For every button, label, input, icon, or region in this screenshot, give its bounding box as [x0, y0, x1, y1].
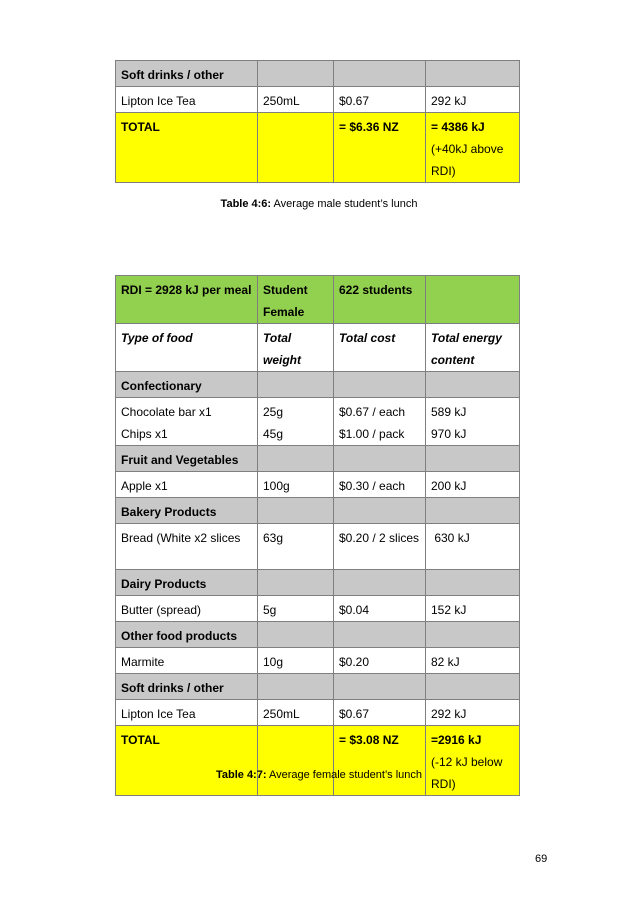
- header-row: [116, 276, 520, 324]
- total-label: TOTAL: [116, 113, 258, 183]
- subheader-row: [116, 324, 520, 372]
- food-cost: $0.20 / 2 slices: [334, 524, 426, 570]
- col-type: Type of food: [116, 324, 258, 372]
- food-weight: 25g 45g: [258, 398, 334, 446]
- food-cost: $0.67: [334, 700, 426, 726]
- food-energy: 152 kJ: [426, 596, 520, 622]
- food-name: Lipton Ice Tea: [116, 700, 258, 726]
- total-energy-cell: [426, 726, 520, 796]
- food-cost: $0.67 / each $1.00 / pack: [334, 398, 426, 446]
- table-row: [116, 87, 520, 113]
- food-cost: $0.30 / each: [334, 472, 426, 498]
- table-row: [116, 61, 520, 87]
- total-cost: = $3.08 NZ: [334, 726, 426, 796]
- total-energy-cell: [426, 113, 520, 183]
- caption-text: Average female student’s lunch: [266, 769, 423, 781]
- food-weight: 10g: [258, 648, 334, 674]
- section-row: [116, 372, 520, 398]
- col-cost: Total cost: [334, 324, 426, 372]
- section-title: Soft drinks / other: [116, 61, 258, 87]
- food-weight: 100g: [258, 472, 334, 498]
- food-energy: 82 kJ: [426, 648, 520, 674]
- section-title: Soft drinks / other: [116, 674, 258, 700]
- food-name: Butter (spread): [116, 596, 258, 622]
- total-energy: =2916 kJ: [431, 733, 482, 747]
- table-caption: [0, 769, 638, 781]
- food-name: Bread (White x2 slices: [116, 524, 258, 570]
- section-row: [116, 498, 520, 524]
- section-row: [116, 674, 520, 700]
- total-energy: = 4386 kJ: [431, 120, 485, 134]
- total-energy-note: (-12 kJ below RDI): [431, 755, 503, 791]
- total-row: [116, 113, 520, 183]
- rdi-header: RDI = 2928 kJ per meal: [116, 276, 258, 324]
- food-name: Lipton Ice Tea: [116, 87, 258, 113]
- female-lunch-table: [115, 275, 520, 796]
- food-energy: 292 kJ: [426, 87, 520, 113]
- col-weight: Total weight: [258, 324, 334, 372]
- total-row: [116, 726, 520, 796]
- section-title: Bakery Products: [116, 498, 258, 524]
- caption-label: Table 4:6:: [220, 198, 272, 210]
- total-energy-note: (+40kJ above RDI): [431, 142, 504, 178]
- caption-label: Table 4:7:: [215, 769, 267, 781]
- section-row: [116, 446, 520, 472]
- table-row: [116, 596, 520, 622]
- table-row: [116, 398, 520, 446]
- total-cost: = $6.36 NZ: [334, 113, 426, 183]
- caption-text: Average male student’s lunch: [271, 198, 418, 210]
- table-row: [116, 472, 520, 498]
- section-row: [116, 622, 520, 648]
- male-lunch-table: [115, 60, 520, 183]
- food-name: Apple x1: [116, 472, 258, 498]
- student-header: Student Female: [258, 276, 334, 324]
- section-row: [116, 570, 520, 596]
- food-weight: 5g: [258, 596, 334, 622]
- food-weight: 63g: [258, 524, 334, 570]
- food-energy: 589 kJ 970 kJ: [426, 398, 520, 446]
- table-row: [116, 648, 520, 674]
- food-name: Marmite: [116, 648, 258, 674]
- food-energy: 630 kJ: [426, 524, 520, 570]
- food-cost: $0.04: [334, 596, 426, 622]
- food-energy: 200 kJ: [426, 472, 520, 498]
- table-row: [116, 700, 520, 726]
- section-title: Fruit and Vegetables: [116, 446, 258, 472]
- food-weight: 250mL: [258, 700, 334, 726]
- page-number: 69: [535, 853, 548, 865]
- table-row: [116, 524, 520, 570]
- table-caption: [0, 198, 638, 210]
- food-energy: 292 kJ: [426, 700, 520, 726]
- section-title: Dairy Products: [116, 570, 258, 596]
- students-count-header: 622 students: [334, 276, 426, 324]
- food-name: Chocolate bar x1 Chips x1: [116, 398, 258, 446]
- section-title: Confectionary: [116, 372, 258, 398]
- col-energy: Total energy content: [426, 324, 520, 372]
- food-cost: $0.20: [334, 648, 426, 674]
- section-title: Other food products: [116, 622, 258, 648]
- food-weight: 250mL: [258, 87, 334, 113]
- food-cost: $0.67: [334, 87, 426, 113]
- total-label: TOTAL: [116, 726, 258, 796]
